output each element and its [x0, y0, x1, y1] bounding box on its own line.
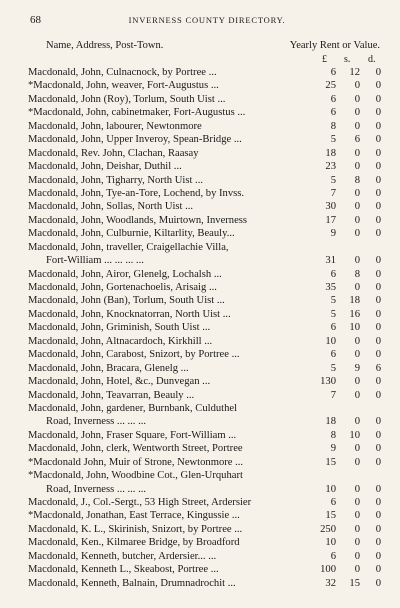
value-shillings: 8	[354, 268, 360, 280]
list-item	[28, 133, 384, 146]
entry-name-address: Macdonald, John, Knocknatorran, North Uist	[28, 308, 221, 320]
value-shillings: 6	[354, 134, 360, 146]
entry-name-address: Macdonald, Kenneth, Balnain, Drumnadrochit	[28, 577, 226, 589]
value-shillings: 12	[349, 67, 360, 78]
value-pence: 0	[375, 80, 381, 92]
value-pence: 0	[375, 483, 381, 495]
value-pounds: 23	[325, 161, 336, 173]
value-shillings: 0	[354, 456, 360, 468]
list-item	[28, 79, 384, 92]
entry-leader-dots: ...	[206, 67, 217, 78]
value-pence: 0	[375, 523, 381, 535]
value-shillings: 0	[354, 376, 360, 388]
entry-text	[28, 200, 328, 213]
value-shillings: 0	[354, 416, 360, 428]
value-pounds: 10	[325, 537, 336, 549]
list-item	[28, 509, 384, 522]
value-pounds: 6	[330, 93, 336, 105]
list-item	[28, 348, 384, 361]
entry-text	[28, 362, 328, 375]
running-title: INVERNESS COUNTY DIRECTORY.	[128, 15, 286, 25]
value-pence: 0	[375, 67, 381, 78]
entry-name-address: Macdonald, J., Col.-Sergt., 53 High Street, Ardersier	[28, 497, 252, 508]
value-pence: 0	[375, 174, 381, 186]
entry-name-address: Road, Inverness	[46, 416, 115, 428]
value-shillings: 0	[354, 255, 360, 267]
value-pounds: 31	[325, 255, 336, 267]
value-pounds: 6	[330, 107, 336, 119]
entry-text	[28, 456, 328, 469]
list-item	[28, 160, 384, 173]
entry-text	[28, 389, 328, 402]
entry-leader-dots: ...	[231, 134, 242, 146]
entry-leader-dots: ...	[229, 510, 240, 522]
entry-name-address: Macdonald, John, Gortenachoelis, Arisaig	[28, 282, 207, 293]
value-pence: 0	[375, 255, 381, 267]
entry-text	[28, 375, 328, 388]
entry-text	[28, 241, 328, 254]
entry-leader-dots: ... ... ...	[114, 416, 147, 428]
entry-leader-dots: ...	[199, 322, 211, 334]
entry-text	[28, 335, 328, 348]
list-item	[28, 254, 384, 267]
list-item	[28, 214, 384, 227]
entry-text	[28, 321, 328, 334]
entry-text	[28, 348, 328, 361]
entry-name-address: Macdonald, John, Sollas, North Uist	[28, 201, 183, 213]
value-shillings: 0	[354, 282, 360, 293]
entry-name-address: Macdonald, John, Culburnie, Kiltarlity, Beauly	[28, 228, 227, 240]
value-pence: 0	[375, 510, 381, 522]
value-pounds: 30	[325, 201, 336, 213]
value-shillings: 0	[354, 497, 360, 508]
entry-text	[28, 147, 328, 160]
value-shillings: 10	[349, 429, 360, 441]
value-pence: 0	[375, 214, 381, 226]
list-item	[28, 429, 384, 442]
value-pence: 0	[375, 120, 381, 132]
value-pence: 0	[375, 537, 381, 549]
value-shillings: 0	[354, 147, 360, 159]
entry-leader-dots: ...	[183, 389, 195, 401]
column-header-name: Name, Address, Post-Town.	[46, 40, 164, 51]
entry-text	[28, 442, 328, 455]
entry-name-address: Macdonald, John (Ban), Torlum, South Uist	[28, 295, 215, 307]
list-item	[28, 93, 384, 106]
entry-text	[28, 174, 328, 187]
list-item	[28, 268, 384, 281]
entry-name-address: Macdonald, John, Upper Inveroy, Spean-Bridge	[28, 134, 232, 146]
list-item	[28, 483, 384, 496]
value-pence: 0	[375, 349, 381, 361]
unit-shillings: s.	[344, 54, 351, 65]
entry-name-address: *Macdonald, Jonathan, East Terrace, Kingussie	[28, 510, 230, 522]
value-shillings: 0	[354, 201, 360, 213]
entry-text	[28, 563, 328, 576]
value-pence: 0	[375, 295, 381, 307]
value-pounds: 5	[330, 174, 336, 186]
entry-text	[28, 214, 328, 227]
entry-text	[28, 79, 328, 92]
entry-leader-dots: ...	[220, 308, 231, 320]
entry-text	[46, 254, 346, 267]
value-pounds: 5	[330, 295, 336, 307]
list-item	[28, 563, 384, 576]
entry-text	[28, 402, 328, 415]
entry-text	[46, 483, 346, 496]
entry-leader-dots: ...	[225, 429, 237, 441]
value-pounds: 6	[330, 497, 336, 508]
value-shillings: 0	[354, 335, 360, 347]
value-shillings: 15	[349, 577, 360, 589]
entry-leader-dots: ...	[211, 268, 222, 280]
value-pence: 0	[375, 93, 381, 105]
value-pounds: 10	[325, 483, 336, 495]
value-pounds: 6	[330, 268, 336, 280]
value-shillings: 0	[354, 187, 360, 199]
value-pounds: 18	[325, 416, 336, 428]
entry-text	[28, 160, 328, 173]
entry-leader-dots: ...	[206, 282, 217, 293]
entry-name-address: Macdonald, John, Fraser Square, Fort-William	[28, 429, 226, 441]
value-pence: 0	[375, 201, 381, 213]
entry-name-address: *Macdonald, John, cabinetmaker, Fort-Augustus	[28, 107, 235, 119]
list-item	[28, 281, 384, 294]
entry-name-address: Macdonald, John, traveller, Craigellachie Villa,	[28, 241, 229, 253]
entry-name-address: Macdonald, John, Hotel, &c., Dunvegan	[28, 376, 200, 388]
value-pence: 0	[375, 497, 381, 508]
value-shillings: 0	[354, 537, 360, 549]
entry-leader-dots: ...	[228, 349, 240, 361]
entry-name-address: Macdonald, John, labourer, Newtonmore	[28, 120, 202, 132]
entry-name-address: Macdonald, John, Altnacardoch, Kirkhill	[28, 335, 202, 347]
value-pence: 0	[375, 228, 381, 240]
entry-text	[28, 523, 328, 536]
entry-name-address: Macdonald, John, Deishar, Duthil	[28, 161, 172, 173]
list-item	[28, 375, 384, 388]
entry-leader-dots: ...	[182, 201, 194, 213]
entry-name-address: Macdonald, Ken., Kilmaree Bridge, by Broadford	[28, 537, 240, 549]
entry-name-address: Macdonald, John (Roy), Torlum, South Uist	[28, 93, 215, 105]
list-item	[28, 294, 384, 307]
entry-name-address: Macdonald, Kenneth, butcher, Ardersier...	[28, 550, 206, 562]
unit-pounds: £	[322, 54, 327, 65]
value-pounds: 6	[330, 349, 336, 361]
list-item	[28, 550, 384, 563]
entry-name-address: Macdonald, John, Bracara, Glenelg	[28, 362, 179, 374]
value-pounds: 5	[330, 134, 336, 146]
value-shillings: 0	[354, 550, 360, 562]
entry-name-address: Macdonald, John, Carabost, Snizort, by Portree	[28, 349, 229, 361]
list-item	[28, 66, 384, 79]
value-shillings: 0	[354, 483, 360, 495]
entry-leader-dots: ...	[231, 523, 243, 535]
list-item	[28, 106, 384, 119]
entry-text	[28, 294, 328, 307]
value-pounds: 25	[325, 80, 336, 92]
value-shillings: 0	[354, 228, 360, 240]
entry-list	[28, 66, 384, 590]
list-item	[28, 321, 384, 334]
entry-leader-dots: ...	[225, 577, 236, 589]
entry-text	[28, 496, 328, 509]
value-pence: 6	[375, 362, 381, 374]
entry-leader-dots: ...	[226, 228, 235, 240]
entry-name-address: Macdonald, John, Teavarran, Beauly	[28, 389, 184, 401]
entry-text	[28, 308, 328, 321]
value-shillings: 0	[354, 349, 360, 361]
list-item	[28, 442, 384, 455]
value-shillings: 0	[354, 510, 360, 522]
entry-name-address: Macdonald, John, Woodlands, Muirtown, Inverness	[28, 214, 248, 226]
entry-text	[28, 187, 328, 200]
entry-leader-dots: ...	[171, 161, 182, 173]
list-item	[28, 523, 384, 536]
list-item	[28, 469, 384, 482]
entry-text	[28, 550, 328, 563]
unit-pence: d.	[368, 54, 376, 65]
entry-name-address: Macdonald, John, gardener, Burnbank, Culduthel	[28, 402, 238, 414]
list-item	[28, 147, 384, 160]
value-pence: 0	[375, 456, 381, 468]
value-pounds: 100	[320, 564, 336, 576]
page-header	[30, 14, 384, 30]
entry-name-address: Macdonald, John, Airor, Glenelg, Lochalsh	[28, 268, 212, 280]
currency-units	[320, 54, 380, 66]
entry-name-address: Road, Inverness	[46, 483, 115, 495]
list-item	[28, 200, 384, 213]
list-item	[28, 389, 384, 402]
entry-name-address: *Macdonald John, Muir of Strone, Newtonmore	[28, 456, 233, 468]
value-pence: 0	[375, 308, 381, 320]
value-shillings: 0	[354, 80, 360, 92]
value-shillings: 0	[354, 120, 360, 132]
entry-name-address: Macdonald, Rev. John, Clachan, Raasay	[28, 147, 199, 159]
entry-name-address: *Macdonald, John, Woodbine Cot., Glen-Urquhart	[28, 470, 243, 482]
list-item	[28, 335, 384, 348]
value-pence: 0	[375, 322, 381, 334]
entry-text	[28, 429, 328, 442]
value-shillings: 0	[354, 523, 360, 535]
value-pence: 0	[375, 335, 381, 347]
value-pounds: 250	[320, 523, 336, 535]
value-pounds: 35	[325, 282, 336, 293]
value-pence: 0	[375, 577, 381, 589]
entry-name-address: Macdonald, K. L., Skirinish, Snizort, by Portree	[28, 523, 232, 535]
value-shillings: 8	[354, 174, 360, 186]
value-pounds: 15	[325, 456, 336, 468]
value-shillings: 10	[349, 322, 360, 334]
value-shillings: 0	[354, 93, 360, 105]
value-shillings: 0	[354, 564, 360, 576]
value-pounds: 17	[325, 214, 336, 226]
value-pounds: 5	[330, 362, 336, 374]
entry-text	[28, 536, 328, 549]
list-item	[28, 174, 384, 187]
entry-text	[28, 281, 328, 294]
entry-text	[28, 509, 328, 522]
list-item	[28, 496, 384, 509]
list-item	[28, 227, 384, 240]
value-pounds: 7	[330, 187, 336, 199]
entry-leader-dots: ...	[205, 550, 217, 562]
value-shillings: 0	[354, 214, 360, 226]
entry-leader-dots: ... ... ... ...	[101, 255, 144, 267]
value-pounds: 8	[330, 120, 336, 132]
value-shillings: 16	[349, 308, 360, 320]
entry-name-address: *Macdonald, John, weaver, Fort-Augustus	[28, 80, 209, 92]
list-item	[28, 308, 384, 321]
entry-text	[28, 66, 328, 79]
value-pounds: 5	[330, 308, 336, 320]
entry-name-address: Macdonald, John, Tye-an-Tore, Lochend, by Invss.	[28, 187, 245, 199]
value-pounds: 18	[325, 147, 336, 159]
entry-name-address: Macdonald, John, Tigharry, North Uist	[28, 174, 193, 186]
entry-text	[28, 133, 328, 146]
list-item	[28, 456, 384, 469]
value-pence: 0	[375, 161, 381, 173]
value-pounds: 6	[330, 67, 336, 78]
value-pounds: 7	[330, 389, 336, 401]
entry-name-address: Macdonald, John, clerk, Wentworth Street, Portree	[28, 443, 243, 455]
entry-text	[46, 415, 346, 428]
entry-leader-dots: ...	[201, 335, 213, 347]
list-item	[28, 415, 384, 428]
entry-leader-dots: ...	[199, 376, 211, 388]
list-item	[28, 577, 384, 590]
page-number: 68	[30, 14, 41, 26]
list-item	[28, 120, 384, 133]
value-pence: 0	[375, 389, 381, 401]
entry-text	[28, 268, 328, 281]
value-pounds: 9	[330, 228, 336, 240]
value-shillings: 0	[354, 107, 360, 119]
entry-leader-dots: ... ... ...	[114, 483, 147, 495]
entry-text	[28, 577, 328, 590]
value-pounds: 15	[325, 510, 336, 522]
value-pounds: 9	[330, 443, 336, 455]
entry-leader-dots: ...	[232, 456, 244, 468]
value-pence: 0	[375, 268, 381, 280]
entry-leader-dots: ...	[214, 93, 226, 105]
value-pounds: 6	[330, 322, 336, 334]
entry-text	[28, 106, 328, 119]
entry-name-address: Macdonald, John, Griminish, South Uist	[28, 322, 200, 334]
value-pounds: 8	[330, 429, 336, 441]
value-pence: 0	[375, 376, 381, 388]
value-pence: 0	[375, 147, 381, 159]
value-pounds: 32	[325, 577, 336, 589]
value-pence: 0	[375, 429, 381, 441]
list-item	[28, 187, 384, 200]
entry-leader-dots: ...	[178, 362, 189, 374]
entry-text	[28, 227, 328, 240]
entry-leader-dots: ...	[208, 564, 219, 576]
value-shillings: 0	[354, 161, 360, 173]
column-header	[46, 40, 380, 54]
entry-leader-dots: ...	[234, 107, 246, 119]
value-pence: 0	[375, 564, 381, 576]
list-item	[28, 362, 384, 375]
list-item	[28, 241, 384, 254]
list-item	[28, 536, 384, 549]
list-item	[28, 402, 384, 415]
value-pence: 0	[375, 107, 381, 119]
value-pounds: 130	[320, 376, 336, 388]
value-pounds: 10	[325, 335, 336, 347]
value-shillings: 9	[354, 362, 360, 374]
value-pence: 0	[375, 550, 381, 562]
value-pence: 0	[375, 282, 381, 293]
value-shillings: 0	[354, 443, 360, 455]
value-pence: 0	[375, 443, 381, 455]
value-pence: 0	[375, 187, 381, 199]
column-header-value: Yearly Rent or Value.	[289, 40, 380, 51]
value-pence: 0	[375, 416, 381, 428]
entry-name-address: Macdonald, Kenneth L., Skeabost, Portree	[28, 564, 209, 576]
value-pence: 0	[375, 134, 381, 146]
entry-leader-dots: ...	[192, 174, 203, 186]
entry-text	[28, 93, 328, 106]
entry-text	[28, 469, 328, 482]
entry-leader-dots: ...	[208, 80, 219, 92]
entry-leader-dots: ...	[214, 295, 225, 307]
value-pounds: 6	[330, 550, 336, 562]
entry-name-address: Fort-William	[46, 255, 102, 267]
value-shillings: 18	[349, 295, 360, 307]
value-shillings: 0	[354, 389, 360, 401]
entry-name-address: Macdonald, John, Culnacnock, by Portree	[28, 67, 206, 78]
entry-text	[28, 120, 328, 133]
